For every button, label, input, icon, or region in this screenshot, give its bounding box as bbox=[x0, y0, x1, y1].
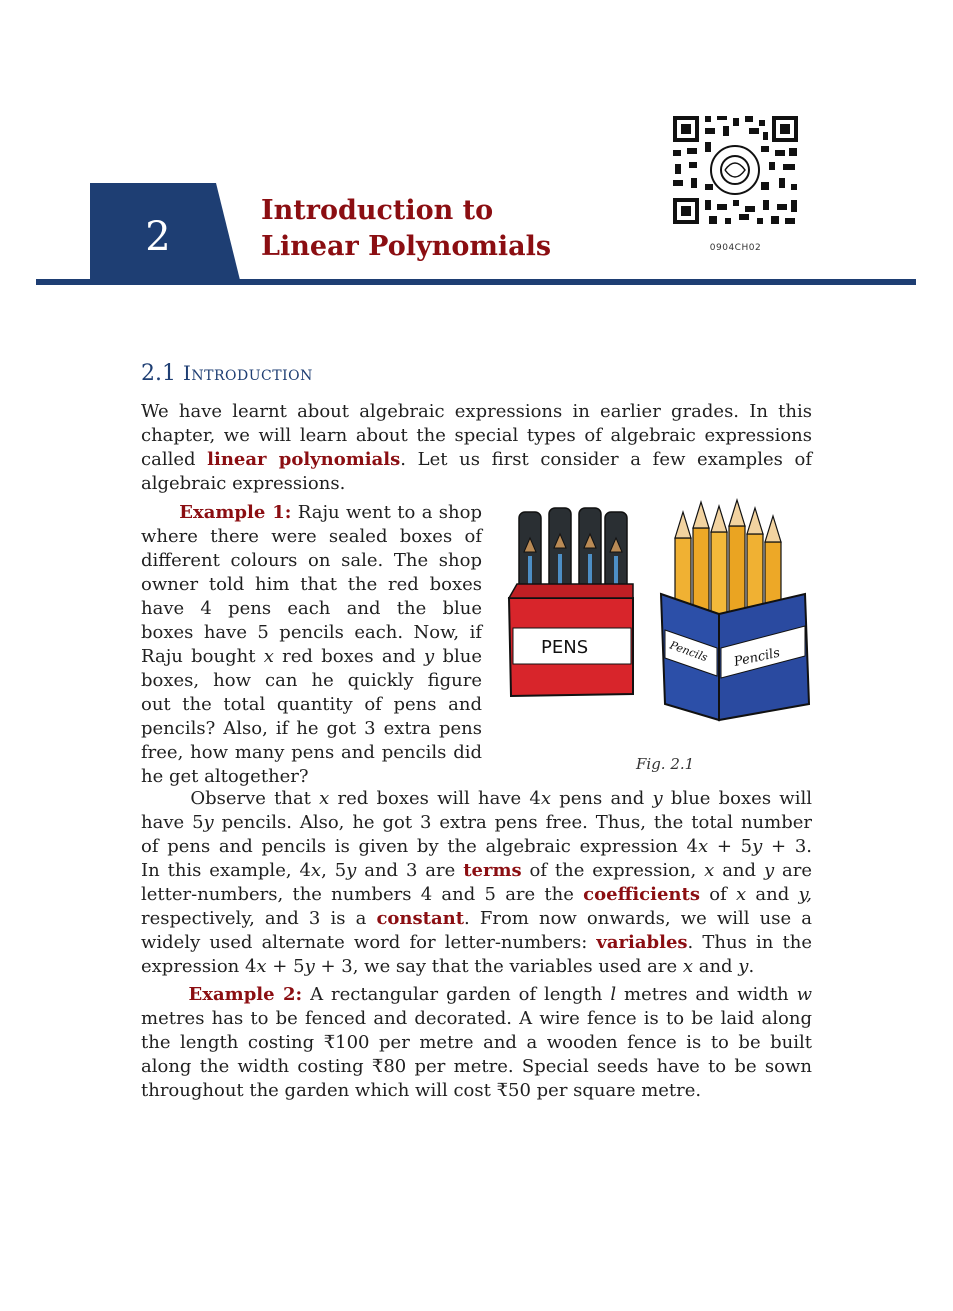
intro-paragraph bbox=[141, 400, 812, 496]
pencils-front-label: Pencils bbox=[732, 645, 782, 670]
observation-paragraph bbox=[141, 787, 812, 979]
text-line: Observe that x red boxes will have 4x pens and y blue boxes will bbox=[190, 788, 812, 809]
text-line: boxes have 5 pencils each. Now, if bbox=[141, 622, 482, 643]
pencils-box bbox=[661, 500, 809, 720]
text-line: metres has to be fenced and decorated. A wire fence is to be laid along bbox=[141, 1008, 812, 1029]
text-line: chapter, we will learn about the special types of algebraic expressions bbox=[141, 425, 812, 446]
text-line: pencils? Also, if he got 3 extra pens bbox=[141, 718, 482, 739]
example-2-paragraph bbox=[141, 983, 812, 1103]
text-line: widely used alternate word for letter-numbers: variables. Thus in the bbox=[141, 932, 812, 953]
text-line: owner told him that the red boxes bbox=[141, 574, 482, 595]
section-heading bbox=[141, 358, 313, 389]
text-line: respectively, and 3 is a constant. From now onwards, we will use a bbox=[141, 908, 813, 929]
example-2-label: Example 2: bbox=[188, 984, 303, 1005]
text-line: have 4 pens each and the blue bbox=[141, 598, 482, 619]
text-line: along the width costing ₹80 per metre. Special seeds have to be sown bbox=[141, 1056, 812, 1077]
keyword-coefficients: coefficients bbox=[583, 884, 700, 905]
text-line: Example 2: A rectangular garden of length l metres and width w bbox=[188, 984, 812, 1005]
text-line: In this example, 4x, 5y and 3 are terms of the expression, x and y are bbox=[141, 860, 812, 881]
text-line: different colours on sale. The shop bbox=[141, 550, 482, 571]
text-line: free, how many pens and pencils did bbox=[141, 742, 482, 763]
text-line: algebraic expressions. bbox=[141, 473, 346, 494]
chapter-number: 2 bbox=[145, 214, 171, 260]
text-line: the length costing ₹100 per metre and a wooden fence is to be built bbox=[141, 1032, 812, 1053]
text-line: Example 1: Raju went to a shop bbox=[179, 502, 482, 523]
chapter-header-rule bbox=[36, 279, 916, 285]
chapter-title-line2: Linear Polynomials bbox=[261, 231, 552, 262]
text-line: expression 4x + 5y + 3, we say that the variables used are x and y. bbox=[141, 956, 755, 977]
text-line: called linear polynomials. Let us first consider a few examples of bbox=[141, 449, 812, 470]
pens-pencils-illustration bbox=[505, 498, 815, 734]
text-line: We have learnt about algebraic expressions in earlier grades. In this bbox=[141, 401, 812, 422]
text-line: where there were sealed boxes of bbox=[141, 526, 482, 547]
keyword-variables: variables bbox=[596, 932, 688, 953]
text-line: throughout the garden which will cost ₹50 per square metre. bbox=[141, 1080, 702, 1101]
text-line: out the total quantity of pens and bbox=[141, 694, 482, 715]
text-line: of pens and pencils is given by the algebraic expression 4x + 5y + 3. bbox=[141, 836, 812, 857]
text-line: Raju bought x red boxes and y blue bbox=[141, 646, 483, 667]
text-line: boxes, how can he quickly figure bbox=[141, 670, 482, 691]
figure-caption: Fig. 2.1 bbox=[636, 755, 695, 773]
qr-code-icon[interactable] bbox=[669, 112, 802, 228]
section-title: Introduction bbox=[183, 361, 313, 385]
keyword-terms: terms bbox=[463, 860, 522, 881]
qr-code-id: 0904CH02 bbox=[709, 243, 762, 253]
keyword-linear-polynomials: linear polynomials bbox=[207, 449, 401, 470]
text-line: letter-numbers, the numbers 4 and 5 are the coefficients of x and y, bbox=[141, 884, 812, 905]
pencils-side-label: Pencils bbox=[667, 638, 710, 665]
example-1-label: Example 1: bbox=[179, 502, 292, 523]
chapter-title bbox=[261, 193, 551, 265]
chapter-title-line1: Introduction to bbox=[261, 195, 494, 226]
example-1-paragraph bbox=[141, 501, 482, 789]
pens-label: PENS bbox=[541, 637, 589, 658]
section-number: 2.1 bbox=[141, 361, 176, 386]
pens-box bbox=[509, 508, 633, 696]
keyword-constant: constant bbox=[376, 908, 465, 929]
text-line: he get altogether? bbox=[141, 766, 309, 787]
text-line: have 5y pencils. Also, he got 3 extra pens free. Thus, the total number bbox=[141, 812, 812, 833]
